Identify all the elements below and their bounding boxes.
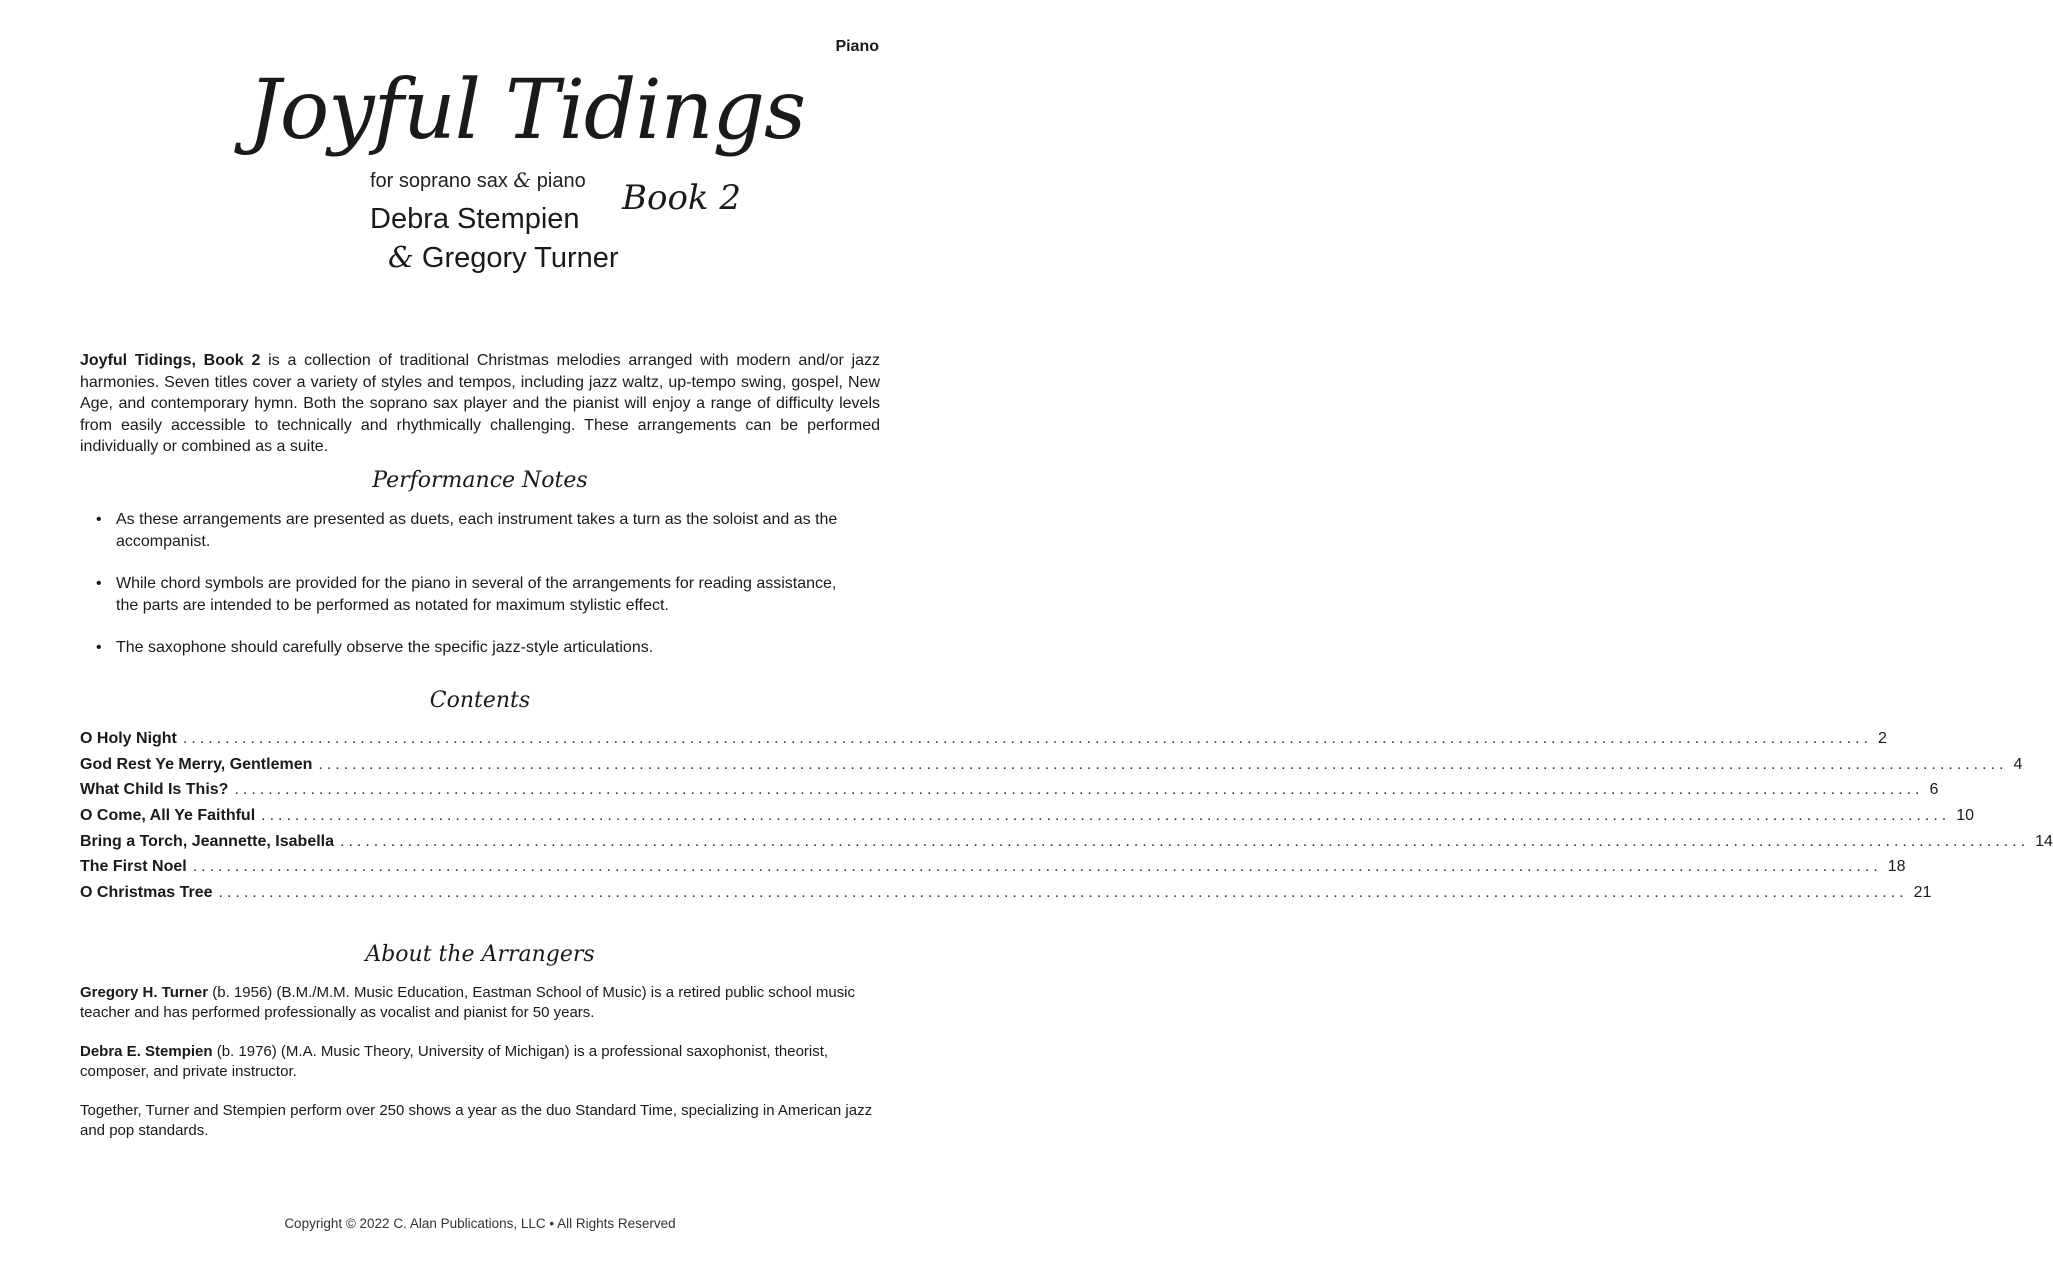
copyright-footer: Copyright © 2022 C. Alan Publications, LLC • All Rights Reserved	[284, 1216, 676, 1231]
toc-page: 14	[2035, 832, 2053, 850]
toc-entry[interactable]	[80, 755, 2023, 782]
toc-page: 18	[1887, 858, 1906, 876]
bullet: •	[96, 639, 102, 656]
bio-name: Debra E. Stempien	[80, 1043, 213, 1060]
toc-entry[interactable]	[80, 884, 1932, 910]
toc-page: 2	[1877, 730, 1887, 747]
toc-leader-dots: ........................................................................................................................................................................................................	[340, 832, 2030, 850]
author-2	[388, 240, 619, 275]
toc-leader-dots: ........................................................................................................................................................................................................	[234, 781, 1924, 799]
list-item	[96, 573, 856, 616]
book-number: Book 2	[622, 178, 741, 218]
toc-title: O Christmas Tree	[80, 884, 213, 902]
performance-notes-list	[96, 509, 856, 680]
note-text: As these arrangements are presented as duets, each instrument takes a turn as the soloist and as the accompanist.	[116, 511, 838, 550]
bio-together: Together, Turner and Stempien perform over 250 shows a year as the duo Standard Time, specializing in American jazz and pop standards.	[80, 1102, 873, 1139]
author-2-name: Gregory Turner	[413, 242, 619, 274]
toc-entry[interactable]	[80, 781, 1939, 807]
bio-turner	[80, 983, 880, 1022]
toc-title: God Rest Ye Merry, Gentlemen	[80, 755, 313, 773]
list-item	[96, 637, 856, 659]
contents-heading: Contents	[429, 688, 531, 713]
toc-page: 6	[1929, 781, 1939, 799]
toc-title: Bring a Torch, Jeannette, Isabella	[80, 832, 334, 850]
bullet: •	[96, 511, 102, 528]
toc-page: 10	[1956, 807, 1974, 825]
toc-leader-dots: ........................................................................................................................................................................................................	[218, 884, 1908, 902]
book-title: Joyful Tidings	[248, 63, 806, 158]
note-text: While chord symbols are provided for the piano in several of the arrangements for reading assistance, the parts are intended to be performed as notated for maximum stylistic effect.	[116, 575, 837, 614]
part-label: Piano	[835, 38, 879, 55]
performance-notes-heading: Performance Notes	[372, 468, 588, 493]
toc-page: 21	[1913, 884, 1932, 902]
subtitle-ampersand: &	[513, 168, 532, 192]
book-subtitle	[370, 168, 586, 193]
intro-bold-title: Joyful Tidings, Book 2	[80, 352, 261, 369]
intro-text: is a collection of traditional Christmas melodies arranged with modern and/or jazz harmonies. Seven titles cover a variety of styles and tempos, including jazz waltz, up-tempo swing, gospel, New Age, and contemporary hymn. Both the soprano sax player and the pianist will enjoy a range of difficulty levels from easily accessible to technically and rhythmically challenging. These arrangements can be performed individually or combined as a suite.	[80, 352, 881, 455]
bio-text: (b. 1956) (B.M./M.M. Music Education, Eastman School of Music) is a retired public school music teacher and has performed professionally as vocalist and pianist for 50 years.	[80, 984, 855, 1021]
note-text: The saxophone should carefully observe the specific jazz-style articulations.	[116, 639, 654, 656]
intro-paragraph	[80, 350, 880, 458]
about-arrangers-heading: About the Arrangers	[365, 942, 595, 967]
toc-entry[interactable]	[80, 832, 2053, 859]
bullet: •	[96, 575, 102, 592]
author-ampersand: &	[388, 240, 414, 274]
toc-entry[interactable]	[80, 807, 1974, 833]
toc-title: The First Noel	[80, 858, 187, 876]
toc-leader-dots: ........................................................................................................................................................................................................	[192, 858, 1882, 876]
subtitle-suffix: piano	[531, 170, 586, 192]
toc-entry[interactable]	[80, 730, 1887, 756]
bio-stempien	[80, 1042, 880, 1081]
list-item	[96, 509, 856, 552]
table-of-contents	[80, 730, 2053, 910]
toc-title: O Holy Night	[80, 730, 177, 747]
toc-title: What Child Is This?	[80, 781, 229, 799]
toc-leader-dots: ........................................................................................................................................................................................................	[261, 807, 1951, 825]
toc-page: 4	[2013, 755, 2023, 773]
author-1: Debra Stempien	[370, 203, 580, 235]
toc-entry[interactable]	[80, 858, 1906, 884]
toc-leader-dots: ........................................................................................................................................................................................................	[318, 755, 2008, 773]
bio-name: Gregory H. Turner	[80, 984, 209, 1001]
toc-leader-dots: ........................................................................................................................................................................................................	[182, 730, 1872, 747]
bio-text: (b. 1976) (M.A. Music Theory, University of Michigan) is a professional saxophonist, theorist, composer, and private instructor.	[80, 1043, 829, 1080]
subtitle-prefix: for soprano sax	[370, 170, 514, 192]
toc-title: O Come, All Ye Faithful	[80, 807, 256, 825]
